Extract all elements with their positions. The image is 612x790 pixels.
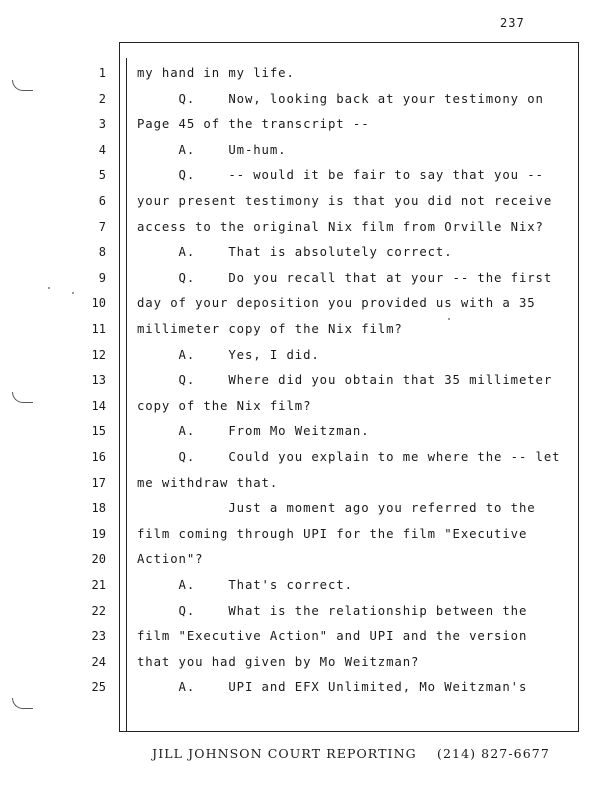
line-number: 9 (98, 271, 106, 285)
line-text: me withdraw that. (137, 476, 279, 490)
line-text: day of your deposition you provided us with a 35 (137, 296, 536, 310)
line-text: film "Executive Action" and UPI and the version (137, 629, 528, 643)
line-text: Q. What is the relationship between the (137, 604, 528, 618)
line-text: Q. Do you recall that at your -- the first (137, 271, 553, 285)
line-number: 17 (91, 476, 106, 490)
scan-speck (72, 292, 74, 294)
line-number: 16 (91, 450, 106, 464)
line-text: Just a moment ago you referred to the (137, 501, 536, 515)
line-number: 2 (98, 92, 106, 106)
line-text: Q. Where did you obtain that 35 millimeter (137, 373, 553, 387)
punch-mark (12, 698, 33, 709)
line-text: copy of the Nix film? (137, 399, 312, 413)
reporter-footer: JILL JOHNSON COURT REPORTING (214) 827-6677 (152, 746, 550, 761)
line-number: 14 (91, 399, 106, 413)
line-text: A. From Mo Weitzman. (137, 424, 370, 438)
scan-speck (48, 287, 50, 289)
page-number: 237 (500, 16, 525, 30)
line-number: 23 (91, 629, 106, 643)
line-number: 6 (98, 194, 106, 208)
line-number: 22 (91, 604, 106, 618)
line-text: millimeter copy of the Nix film? (137, 322, 403, 336)
margin-rule (126, 58, 127, 731)
line-number: 13 (91, 373, 106, 387)
line-number: 4 (98, 143, 106, 157)
line-number: 1 (98, 66, 106, 80)
line-number: 8 (98, 245, 106, 259)
line-number: 3 (98, 117, 106, 131)
line-text: film coming through UPI for the film "Executive (137, 527, 528, 541)
line-text: Q. -- would it be fair to say that you -- (137, 168, 544, 182)
line-number: 20 (91, 552, 106, 566)
line-number: 25 (91, 680, 106, 694)
line-text: A. That's correct. (137, 578, 353, 592)
line-number: 19 (91, 527, 106, 541)
line-number: 10 (91, 296, 106, 310)
line-text: Q. Now, looking back at your testimony on (137, 92, 544, 106)
line-text: that you had given by Mo Weitzman? (137, 655, 420, 669)
line-text: Action"? (137, 552, 204, 566)
punch-mark (12, 80, 33, 91)
line-number: 5 (98, 168, 106, 182)
line-text: A. Um-hum. (137, 143, 287, 157)
line-number: 24 (91, 655, 106, 669)
punch-mark (12, 392, 33, 403)
line-text: Q. Could you explain to me where the -- let (137, 450, 561, 464)
line-text: A. That is absolutely correct. (137, 245, 453, 259)
line-number: 18 (91, 501, 106, 515)
line-number: 15 (91, 424, 106, 438)
line-text: A. UPI and EFX Unlimited, Mo Weitzman's (137, 680, 528, 694)
line-text: access to the original Nix film from Orville Nix? (137, 220, 544, 234)
line-text: A. Yes, I did. (137, 348, 320, 362)
scan-speck (448, 318, 450, 320)
line-number: 21 (91, 578, 106, 592)
line-text: my hand in my life. (137, 66, 295, 80)
line-number: 12 (91, 348, 106, 362)
line-text: Page 45 of the transcript -- (137, 117, 370, 131)
line-text: your present testimony is that you did not receive (137, 194, 553, 208)
line-number: 7 (98, 220, 106, 234)
line-number: 11 (91, 322, 106, 336)
